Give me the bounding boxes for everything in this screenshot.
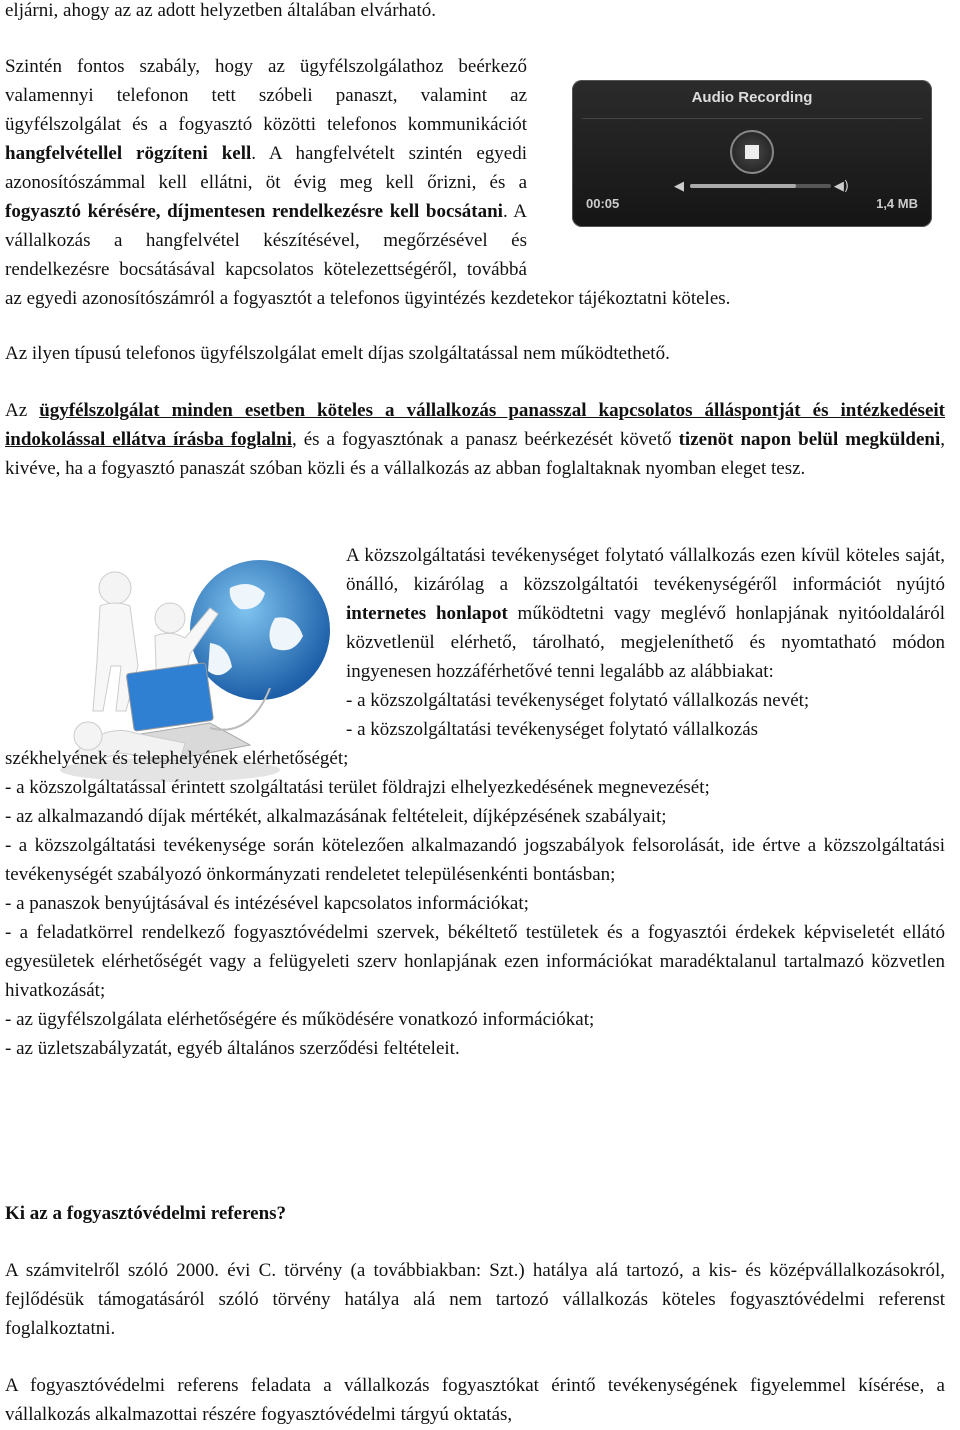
- paragraph-referent: A számvitelről szóló 2000. évi C. törvény (a továbbiakban: Szt.) hatálya alá tartozó, a kis- és középvállalkozásokról, fejlődésük támogatásáról szóló törvény hatálya alá nem tartozó vállalkozás köteles fogyasztóvédelmi referenst foglalkoztatni.: [5, 1260, 945, 1339]
- list-item: - a feladatkörrel rendelkező fogyasztóvédelmi szervek, békéltető testületek és a fogyasztói érdekek képviseletét ellátó egyesületek elérhetőségét vagy a felügyeleti szerv honlapjának ezen információkat maradéktalanul tartalmazó közvetlen hivatkozását;: [5, 922, 945, 1001]
- audio-title: Audio Recording: [691, 89, 813, 106]
- paragraph-referent-duties: A fogyasztóvédelmi referens feladata a vállalkozás fogyasztókat érintő tevékenységének figyelemmel kísérése, a vállalkozás alkalmazottai részére fogyasztóvédelmi tárgyú oktatás,: [5, 1375, 945, 1425]
- continued-line: eljárni, ahogy az az adott helyzetben általában elvárható.: [5, 0, 436, 21]
- list-item: - a panaszok benyújtásával és intézésével kapcsolatos információkat;: [5, 893, 529, 914]
- speaker-high-icon: ◀): [833, 179, 849, 194]
- paragraph-website: A közszolgáltatási tevékenységet folytató vállalkozás ezen kívül köteles saját, önálló, kizárólag a közszolgáltatói tevékenységéről információt nyújtó internetes honlapot működtetni vagy meglévő honlapjának nyitóoldaláról közvetlenül elérhető, tárolható, megjeleníthető és nyomtatható módon ingyenesen hozzáférhetővé tenni legalább az alábbiakat: - a közszolgáltatási tevékenységet folytató vállalkozás nevét; - a közszolgáltatási tevékenységet folytató vállalkozás székhelyének és telephelyének elérhetőségét; - a közszolgáltatással érintett szolgáltatási terület földrajzi elhelyezkedésének megnevezését; - az alkalmazandó díjak mértékét, alkalmazásának feltételeit, díjképzésének szabályait; - a közszolgáltatási tevékenysége során kötelezően alkalmazandó jogszabályok felsorolását, ide értve a közszolgáltatási tevékenységét szabályozó önkormányzati rendeletet településenkénti bontásban; - a panaszok benyújtásával és intézésével kapcsolatos információkat; - a feladatkörrel rendelkező fogyasztóvédelmi szervek, békéltető testületek és a fogyasztói érdekek képviseletét ellátó egyesületek elérhetőségét vagy a felügyeleti szerv honlapjának ezen információkat maradéktalanul tartalmazó közvetlen hivatkozását; - az ügyfélszolgálata elérhetőségére és működésére vonatkozó információkat; - az üzletszabályzatát, egyéb általános szerződési feltételeit.: [5, 541, 945, 1063]
- speaker-low-icon: ◀: [674, 179, 684, 194]
- paragraph-written-response: Az ügyfélszolgálat minden esetben köteles a vállalkozás panasszal kapcsolatos álláspontját és intézkedéseit indokolással ellátva írásba foglalni, és a fogyasztónak a panasz beérkezését követő tizenöt napon belül megküldeni, kivéve, ha a fogyasztó panaszát szóban közli és a vállalkozás az abban foglaltaknak nyomban eleget tesz.: [5, 400, 946, 479]
- list-item: - az üzletszabályzatát, egyéb általános szerződési feltételeit.: [5, 1038, 460, 1059]
- recording-size: 1,4 MB: [876, 196, 918, 211]
- obligation-list: [5, 773, 945, 1063]
- list-item: - a közszolgáltatási tevékenysége során kötelezően alkalmazandó jogszabályok felsorolását, ide értve a közszolgáltatási tevékenységét szabályozó önkormányzati rendeletet településenkénti bontásban;: [5, 835, 945, 885]
- paragraph-recording-flow: Szintén fontos szabály, hogy az ügyfélszolgálathoz beérkező valamennyi telefonon tett szóbeli panaszt, valamint az ügyfélszolgálat és a fogyasztó közötti telefonos kommunikációt hangfelvétellel rögzíteni kell. A hangfelvételt szintén egyedi azonosítószámmal kell ellátni, öt évig meg kell őrizni, és a fogyasztó kérésére, díjmentesen rendelkezésre kell bocsátani. A vállalkozás a hangfelvétel készítésével, megőrzésével és rendelkezésre bocsátásával kapcsolatos kötelezettségéről, továbbá az egyedi azonosítószámról a fogyasztót a telefonos ügyintézés kezdetekor tájékoztatni köteles.: [5, 56, 731, 309]
- list-item: - a közszolgáltatással érintett szolgáltatási terület földrajzi elhelyezkedésének megnevezését;: [5, 777, 710, 798]
- paragraph-premium: Az ilyen típusú telefonos ügyfélszolgálat emelt díjas szolgáltatással nem működtethető.: [5, 343, 670, 364]
- list-item: - az alkalmazandó díjak mértékét, alkalmazásának feltételeit, díjképzésének szabályait;: [5, 806, 667, 827]
- list-item: - az ügyfélszolgálata elérhetőségére és működésére vonatkozó információkat;: [5, 1009, 595, 1030]
- recording-time: 00:05: [586, 196, 620, 211]
- section-heading: Ki az a fogyasztóvédelmi referens?: [5, 1203, 287, 1224]
